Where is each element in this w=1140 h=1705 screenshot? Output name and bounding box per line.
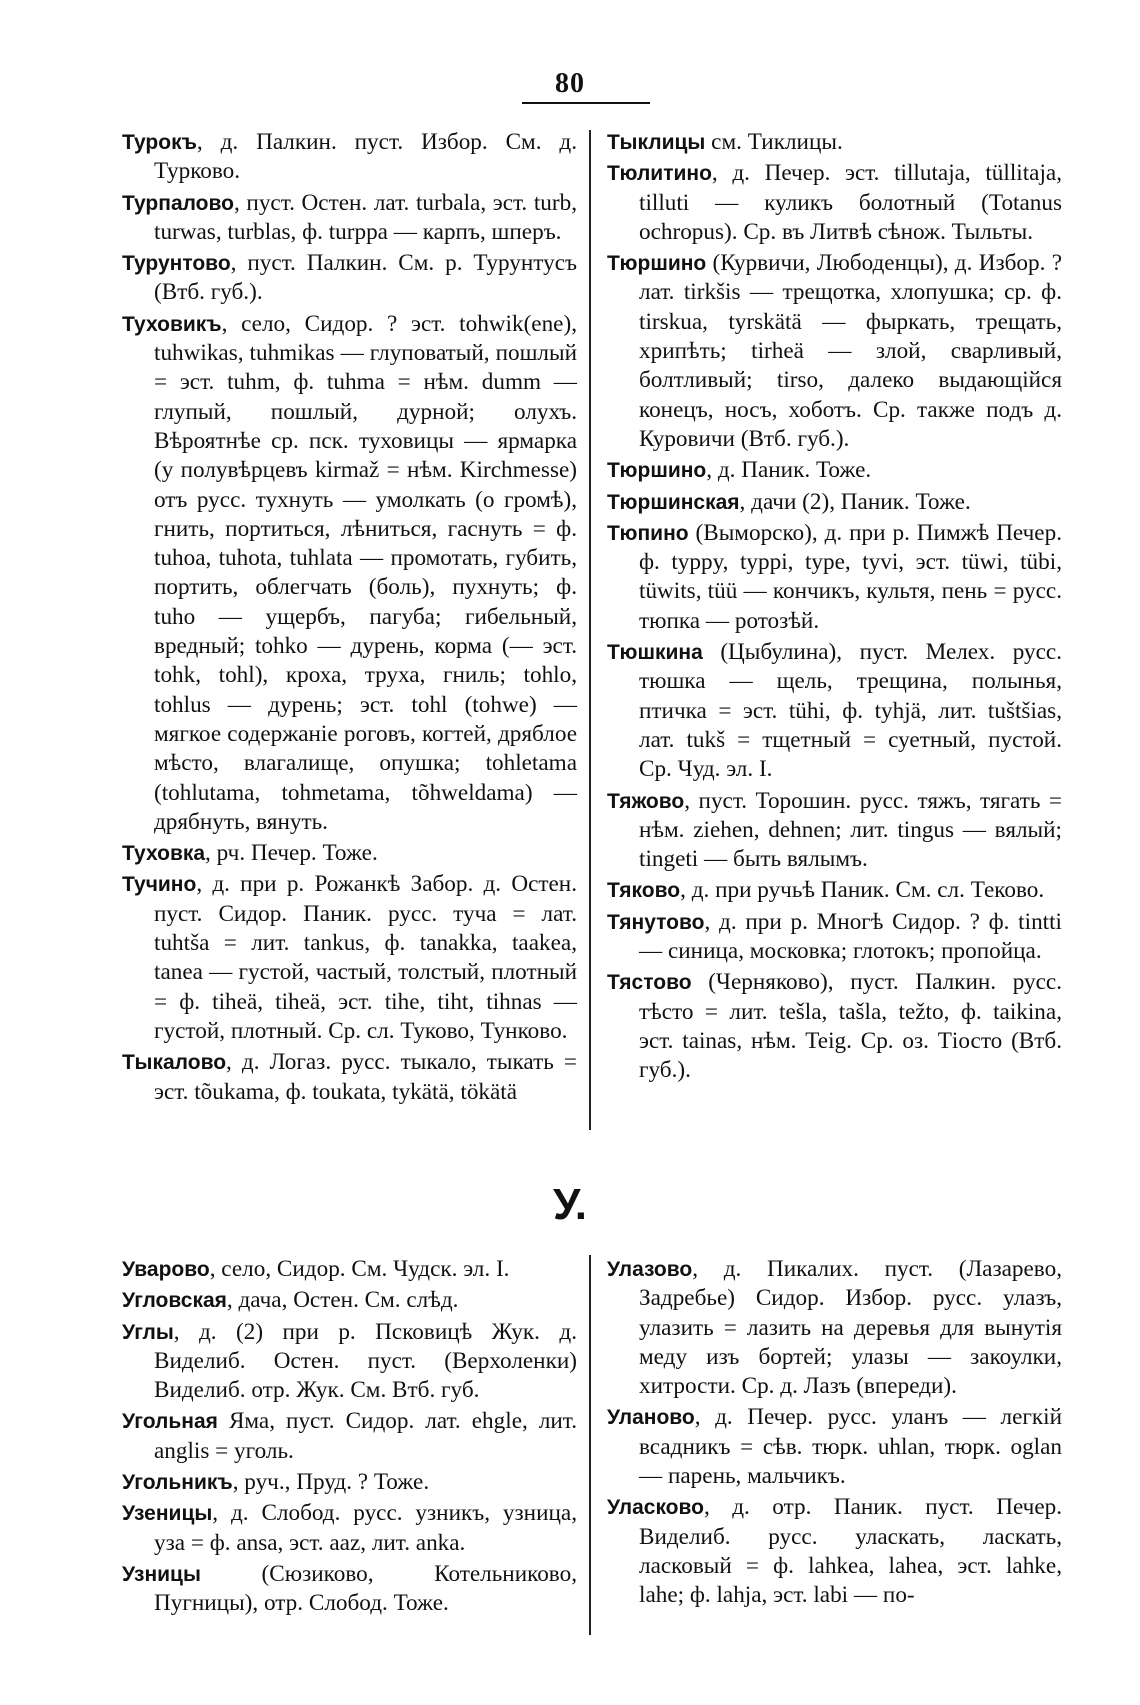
bottom-left-column xyxy=(122,1255,577,1621)
entry-text: , дачи (2), Паник. Тоже. xyxy=(739,488,971,515)
entry-headword: Тыклицы xyxy=(607,131,706,154)
entry-text: , село, Сидор. ? эст. tohwik(ene), tuhwikas, tuhmikas — глуповатый, пошлый = эст. tuhm, ф. tuhma = нѣм. dumm — глупый, пошлый, дурной; олухъ. Вѣроятнѣе ср. пск. туховицы — ярмарка (у полувѣрцевъ kirmaž = нѣм. Kirchmesse) отъ русс. тухнуть — умолкать (о громѣ), гнить, портиться, лѣниться, гаснуть = ф. tuhoa, tuhota, tuhlata — промотать, губить, портить, облегчать (боль), пухнуть; ф. tuho — ущербъ, пагуба; гибельный, вредный; tohko — дурень, корма (— эст. tohk, tohl), кроха, труха, гниль; tohlo, tohlus — дурень; эст. tohl (tohwe) — мягкое содержанiе роговъ, когтей, дряблое мѣсто, влагалище, опушка; tohletama (tohlutama, tohmetama, tõhweldama) — дрябнуть, вянуть. xyxy=(154,310,577,835)
entry-text: (Черняково), пуст. Палкин. русс. тѣсто = лит. tešla, tašla, težto, ф. taikina, эст. tainas, нѣм. Teig. Ср. оз. Тiосто (Втб. губ.). xyxy=(639,969,1062,1084)
entry-text: , д. Логаз. русс. тыкало, тыкать = эст. tõukama, ф. toukata, tykätä, tökätä xyxy=(154,1049,577,1105)
page-number: 80 xyxy=(555,68,585,99)
dictionary-entry xyxy=(607,488,1062,517)
entry-headword: Узницы xyxy=(122,1562,201,1586)
dictionary-entry xyxy=(607,787,1062,875)
entry-text: , д. при ручьѣ Паник. См. сл. Теково. xyxy=(680,877,1045,904)
entry-text: , руч., Пруд. ? Тоже. xyxy=(232,1469,430,1496)
dictionary-entry xyxy=(122,839,577,868)
dictionary-entry xyxy=(122,310,577,837)
entry-text: Яма, пуст. Сидор. лат. ehgle, лит. anglis = уголь. xyxy=(154,1408,577,1464)
dictionary-entry xyxy=(607,519,1062,636)
entry-headword: Туховка xyxy=(122,842,206,866)
entry-text: , д. Паник. Тоже. xyxy=(706,457,872,484)
entry-headword: Тыкалово xyxy=(122,1051,227,1075)
entry-headword: Тяжово xyxy=(607,789,685,813)
entry-headword: Улазово xyxy=(607,1258,693,1281)
top-left-column xyxy=(122,128,577,1109)
dictionary-entry xyxy=(122,1255,577,1284)
column-divider xyxy=(589,130,591,1130)
dictionary-entry xyxy=(122,1318,577,1406)
entry-text: , село, Сидор. См. Чудск. эл. I. xyxy=(209,1256,510,1282)
entry-headword: Тяково xyxy=(607,879,681,903)
entry-headword: Уварово xyxy=(122,1258,210,1281)
entry-headword: Тюпино xyxy=(607,521,689,545)
entry-text: , д. Слобод. русс. узникъ, узница, уза = ф. ansa, эст. aaz, лит. anka. xyxy=(154,1500,577,1556)
entry-text: , дача, Остен. См. слѣд. xyxy=(226,1287,459,1314)
entry-headword: Турпалово xyxy=(122,191,234,215)
entry-headword: Уласково xyxy=(607,1496,704,1520)
entry-text: , д. Печер. эст. tillutaja, tüllitaja, tilluti — куликъ болотный (Totanus ochropus). Ср. въ Литвѣ сѣнож. Тыльты. xyxy=(639,160,1062,245)
entry-text: (Цыбулина), пуст. Мелех. русс. тюшка — щель, трещина, полынья, птичка = эст. tühi, ф. tyhjä, лит. tuštšias, лат. tukš = тщетный = суетный, пустой. Ср. Чуд. эл. I. xyxy=(639,639,1062,783)
entry-text: , д. при р. Рожанкѣ Забор. д. Остен. пуст. Сидор. Паник. русс. туча = лат. tuhtša = лит. tankus, ф. tanakka, taakea, tanea — густой, частый, толстый, плотный = ф. tiheä, tiheä, эст. tihe, tiht, tihnas — густой, плотный. Ср. сл. Туково, Тунково. xyxy=(154,871,577,1044)
entry-headword: Тюршино xyxy=(607,252,707,276)
entry-headword: Тястово xyxy=(607,971,692,995)
dictionary-entry xyxy=(607,1403,1062,1491)
entry-headword: Тянутово xyxy=(607,910,705,934)
page-number-rule xyxy=(522,102,650,104)
bottom-section xyxy=(122,1255,1080,1675)
dictionary-entry xyxy=(122,1468,577,1497)
top-right-column xyxy=(607,128,1062,1088)
entry-headword: Угольная xyxy=(122,1410,218,1434)
dictionary-entry xyxy=(122,1560,577,1619)
entry-headword: Тучино xyxy=(122,873,197,897)
entry-text: , рч. Печер. Тоже. xyxy=(205,840,378,867)
dictionary-entry xyxy=(607,128,1062,157)
dictionary-entry xyxy=(607,159,1062,247)
entry-headword: Тюршинская xyxy=(607,490,740,514)
entry-text: , д. при р. Многѣ Сидор. ? ф. tintti — синица, московка; глотокъ; пропойца. xyxy=(639,908,1062,965)
entry-text: (Выморско), д. при р. Пимжѣ Печер. ф. typpy, typpi, type, tyvi, эст. tüwi, tübi, tüwits, tüü — кончикъ, культя, пень = русс. тюпка — ротозѣй. xyxy=(639,519,1062,634)
dictionary-entry xyxy=(607,876,1062,905)
dictionary-entry xyxy=(607,456,1062,485)
dictionary-entry xyxy=(122,128,577,187)
dictionary-entry xyxy=(122,870,577,1046)
entry-text: , д. Пикалих. пуст. (Лазарево, Задребье) Сидор. Избор. русс. улазъ, улазить = лазить на деревья для вынутія меду изъ бортей; улазы — закоулки, хитрости. Ср. д. Лазъ (впереди). xyxy=(639,1256,1062,1400)
entry-text: , пуст. Торошин. русс. тяжъ, тягать = нѣм. ziehen, dehnen; лит. tingus — вялый; tingeti — быть вялымъ. xyxy=(639,787,1062,873)
entry-text: , пуст. Палкин. См. р. Турунтусъ (Втб. губ.). xyxy=(154,250,577,306)
entry-text: см. Тиклицы. xyxy=(705,129,843,155)
entry-text: , д. Палкин. пуст. Избор. См. д. Турково. xyxy=(154,129,577,185)
entry-headword: Угольникъ xyxy=(122,1471,233,1495)
dictionary-entry xyxy=(122,189,577,248)
entry-headword: Тюлитино xyxy=(607,162,712,186)
dictionary-entry xyxy=(122,1048,577,1107)
entry-headword: Турокъ xyxy=(122,131,197,154)
entry-headword: Туховикъ xyxy=(122,312,222,336)
entry-headword: Узеницы xyxy=(122,1502,213,1526)
entry-headword: Уланово xyxy=(607,1406,695,1430)
dictionary-entry xyxy=(122,1499,577,1558)
dictionary-entry xyxy=(122,1286,577,1315)
top-section xyxy=(122,128,1080,1105)
dictionary-entry xyxy=(607,908,1062,967)
entry-text: , д. Печер. русс. уланъ — легкій всадникъ = сѣв. тюрк. uhlan, тюрк. oglan — парень, мальчикъ. xyxy=(639,1404,1062,1490)
entry-headword: Тюршино xyxy=(607,459,707,483)
dictionary-entry xyxy=(607,968,1062,1085)
entry-text: (Курвичи, Любоденцы), д. Избор. ? лат. tirkšis — трещотка, хлопушка; ср. ф. tirskua, tyrskätä — фыркать, трещать, хрипѣть; tirheä — злой, сварливый, болтливый; tirso, далеко выдающійся конецъ, носъ, хоботъ. Ср. также подъ д. Куровичи (Втб. губ.). xyxy=(639,250,1062,452)
entry-text: , пуст. Остен. лат. turbala, эст. turb, turwas, turblas, ф. turppa — карпъ, шперъ. xyxy=(154,189,577,245)
dictionary-entry xyxy=(607,249,1062,454)
bottom-right-column xyxy=(607,1255,1062,1613)
entry-text: (Сюзиково, Котельниково, Пугницы), отр. Слобод. Тоже. xyxy=(154,1560,577,1617)
dictionary-entry xyxy=(122,249,577,308)
letter-heading: У. xyxy=(552,1180,588,1229)
entry-headword: Турунтово xyxy=(122,252,231,276)
entry-text: , д. отр. Паник. пуст. Печер. Виделиб. русс. уласкать, ласкать, ласковый = ф. lahkea, lahea, эст. lahke, lahe; ф. lahja, эст. labi — по- xyxy=(639,1494,1062,1609)
dictionary-entry xyxy=(607,638,1062,784)
entry-headword: Углы xyxy=(122,1320,174,1344)
entry-text: , д. (2) при р. Псковицѣ Жук. д. Виделиб. Остен. пуст. (Верхоленки) Виделиб. отр. Жук. См. Втб. губ. xyxy=(154,1318,577,1404)
dictionary-entry xyxy=(122,1407,577,1466)
column-divider xyxy=(589,1255,591,1635)
dictionary-entry xyxy=(607,1255,1062,1401)
entry-headword: Тюшкина xyxy=(607,641,703,665)
dictionary-entry xyxy=(607,1493,1062,1610)
entry-headword: Угловская xyxy=(122,1289,227,1313)
